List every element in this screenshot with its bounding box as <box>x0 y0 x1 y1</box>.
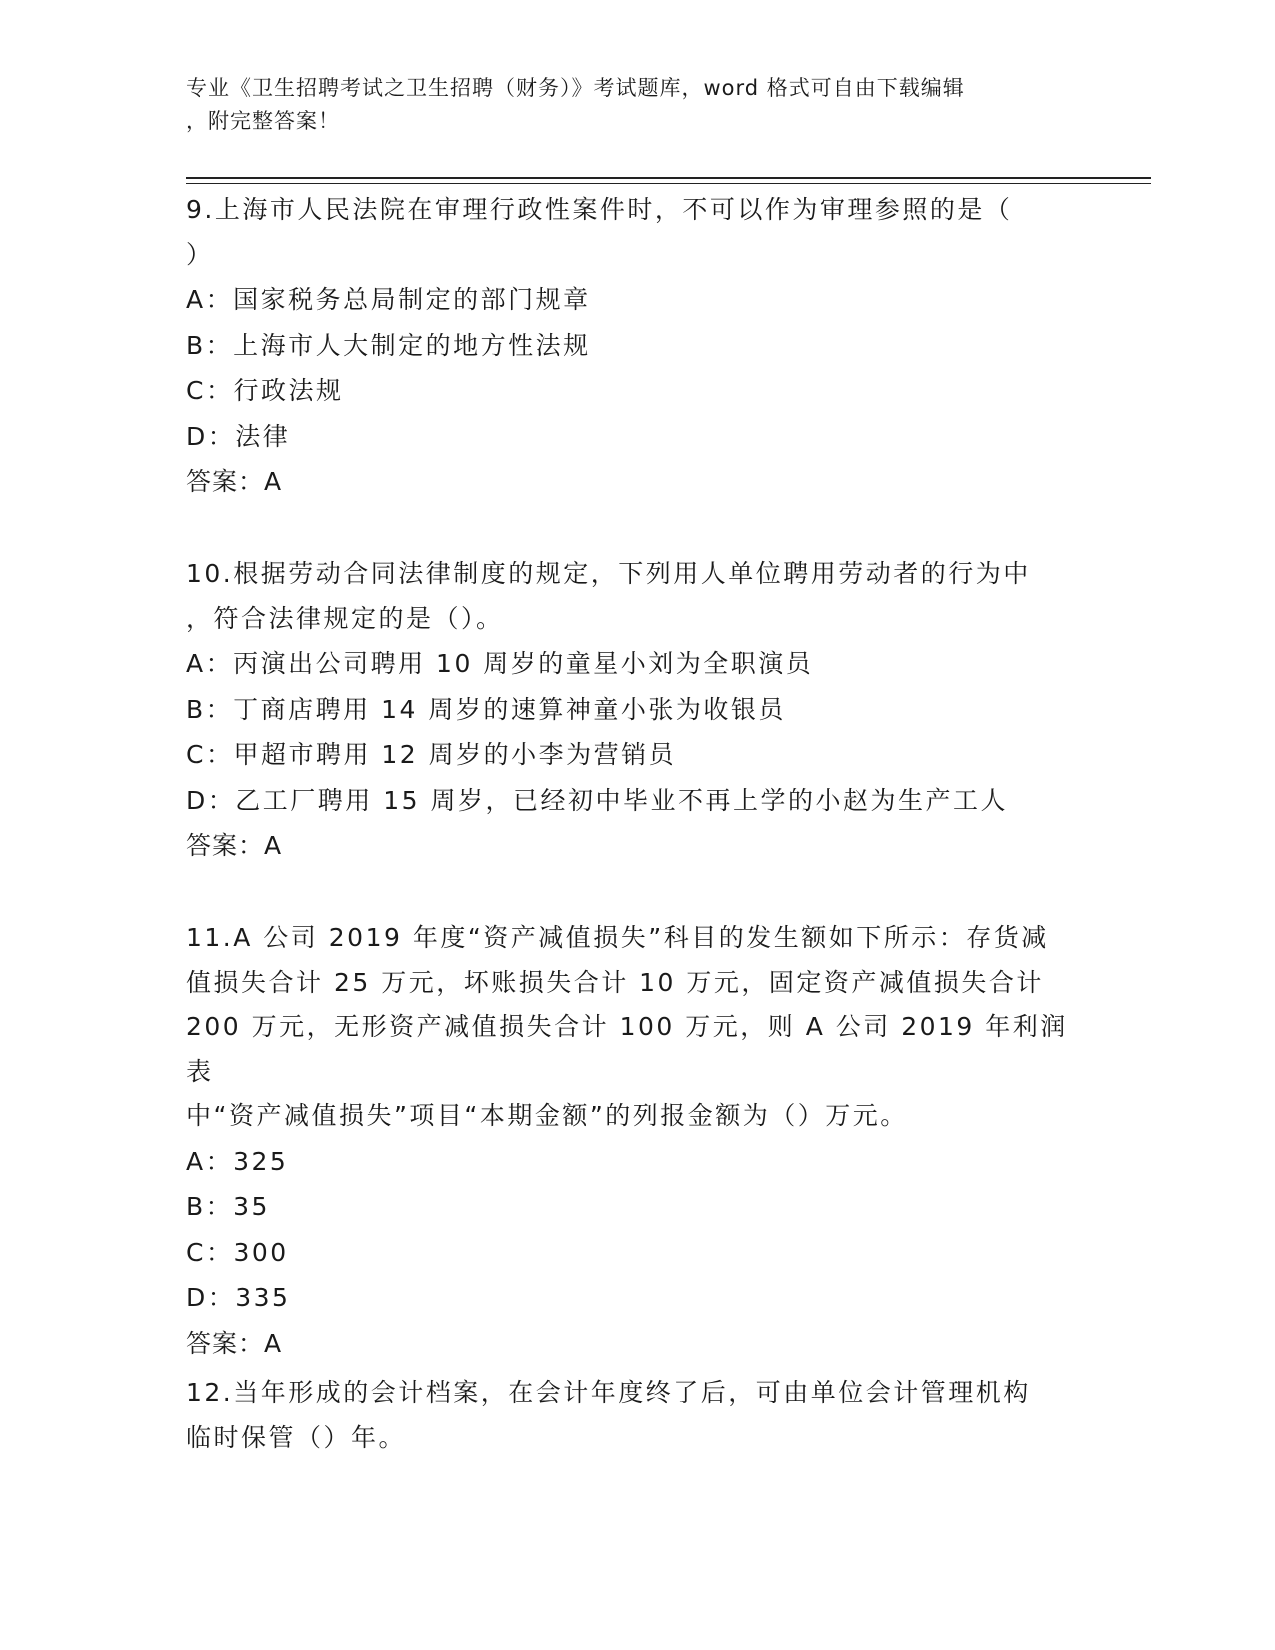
option-a: A：325 <box>186 1146 289 1176</box>
option-b: B：35 <box>186 1192 270 1221</box>
question-text-line: 10.根据劳动合同法律制度的规定，下列用人单位聘用劳动者的行为中 <box>186 559 1031 588</box>
question-text-line: 临时保管（）年。 <box>186 1422 407 1452</box>
question-text-line: 值损失合计 25 万元，坏账损失合计 10 万元，固定资产减值损失合计 <box>186 967 1044 997</box>
option-c: C：甲超市聘用 12 周岁的小李为营销员 <box>186 740 677 769</box>
question-text-line: 200 万元，无形资产减值损失合计 100 万元，则 A 公司 2019 年利润表 <box>186 1012 1068 1086</box>
question-text-line: 中“资产减值损失”项目“本期金额”的列报金额为（）万元。 <box>186 1101 908 1130</box>
question-12 <box>186 1371 1086 1460</box>
header-line-2: ，附完整答案！ <box>186 109 340 133</box>
header-line-1: 专业《卫生招聘考试之卫生招聘（财务）》考试题库，word 格式可自由下载编辑 <box>186 76 965 100</box>
question-10 <box>186 552 1086 869</box>
question-text-line: ，符合法律规定的是（）。 <box>186 603 504 633</box>
question-9 <box>186 188 1086 505</box>
option-b: B：丁商店聘用 14 周岁的速算神童小张为收银员 <box>186 694 786 724</box>
question-text <box>186 1371 1086 1460</box>
header-divider-thin <box>186 183 1151 184</box>
question-text-line: 12.当年形成的会计档案，在会计年度终了后，可由单位会计管理机构 <box>186 1378 1031 1407</box>
question-text <box>186 552 1086 641</box>
question-text <box>186 916 1086 1139</box>
option-a: A：国家税务总局制定的部门规章 <box>186 285 591 314</box>
option-b: B：上海市人大制定的地方性法规 <box>186 330 591 360</box>
document-header <box>186 72 1086 138</box>
question-11 <box>186 916 1086 1366</box>
answer-line: 答案：A <box>186 467 283 496</box>
question-text-line: 9.上海市人民法院在审理行政性案件时，不可以作为审理参照的是（ <box>186 195 1013 224</box>
option-d: D：乙工厂聘用 15 周岁，已经初中毕业不再上学的小赵为生产工人 <box>186 785 1008 815</box>
option-c: C：行政法规 <box>186 376 344 405</box>
option-d: D：335 <box>186 1283 291 1312</box>
option-a: A：丙演出公司聘用 10 周岁的童星小刘为全职演员 <box>186 649 814 678</box>
question-text-line: ） <box>186 239 214 269</box>
answer-line: 答案：A <box>186 831 283 860</box>
question-text <box>186 188 1086 277</box>
header-divider-thick <box>186 177 1151 179</box>
answer-line: 答案：A <box>186 1328 283 1358</box>
option-c: C：300 <box>186 1237 289 1267</box>
option-d: D：法律 <box>186 421 291 451</box>
question-text-line: 11.A 公司 2019 年度“资产减值损失”科目的发生额如下所示：存货减 <box>186 923 1049 952</box>
